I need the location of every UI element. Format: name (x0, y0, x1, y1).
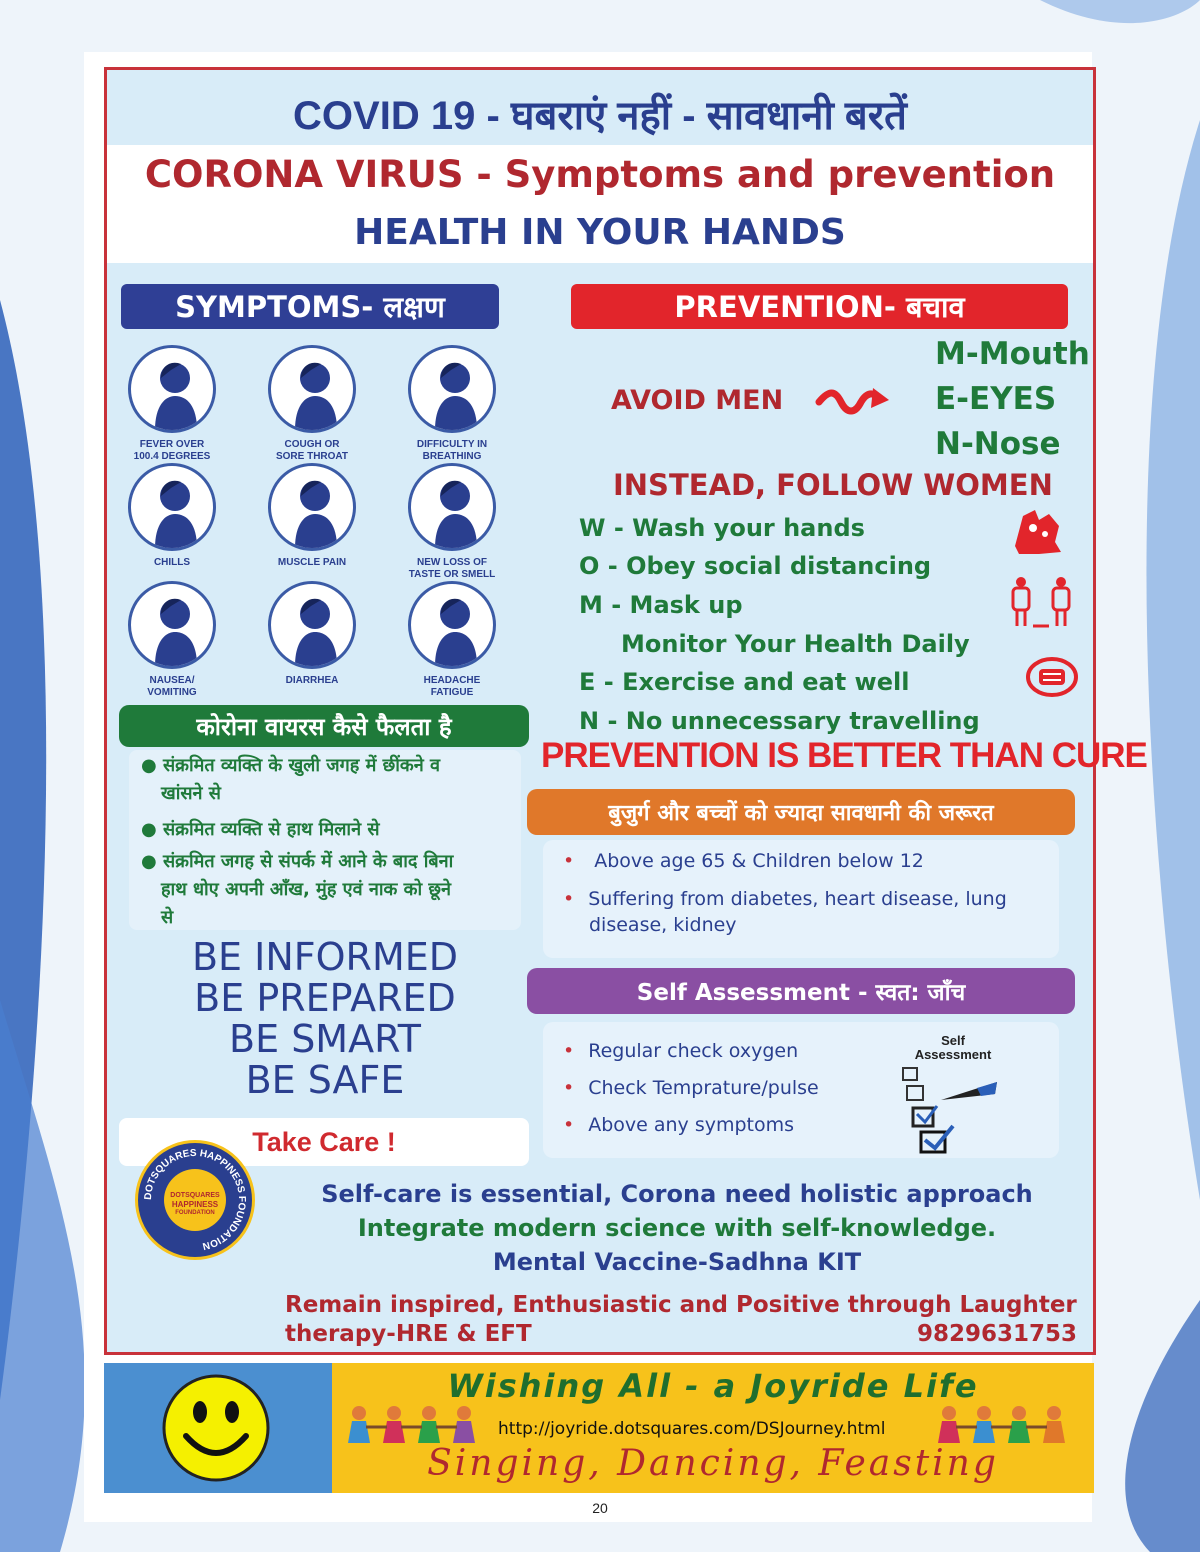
poster-tagline: HEALTH IN YOUR HANDS (354, 212, 846, 253)
elderly-header (527, 789, 1075, 835)
foundation-logo (135, 1140, 255, 1260)
banner-tagline: Singing, Dancing, Feasting (427, 1443, 999, 1484)
spread-item-1: ● संक्रमित व्यक्ति के खुली जगह में छींकने व (141, 755, 441, 776)
symptom-item (247, 463, 377, 569)
footer-line-4: Remain inspired, Enthusiastic and Positive through Laughter (285, 1292, 1077, 1318)
self-label-2: Assessment (914, 1047, 992, 1062)
bullet-icon: • (563, 1114, 575, 1136)
footer-line-3: Mental Vaccine-Sadhna KIT (492, 1248, 862, 1276)
page-number: 20 (592, 1500, 608, 1516)
men-eyes: E-EYES (935, 381, 1057, 417)
symptom-label: MUSCLE PAIN (277, 557, 347, 568)
self-item-3 (563, 1114, 794, 1136)
elderly-item-1-text: Above age 65 & Children below 12 (594, 850, 924, 872)
fever-icon (128, 345, 216, 433)
symptom-item (107, 345, 237, 463)
taste-loss-icon (408, 463, 496, 551)
women-wash: W - Wash your hands (579, 514, 865, 542)
logo-center-3: FOUNDATION (175, 1210, 215, 1216)
symptoms-header-text: SYMPTOMS- लक्षण (175, 290, 445, 324)
symptom-label: NEW LOSS OF (417, 557, 487, 568)
symptom-item (247, 581, 377, 687)
follow-women-label: INSTEAD, FOLLOW WOMEN (613, 468, 1053, 502)
handwash-icon (1009, 506, 1065, 558)
spread-item-3-cont (161, 876, 451, 904)
muscle-pain-icon (268, 463, 356, 551)
spread-item-1-line-2: खांसने से (161, 783, 221, 804)
be-smart: BE SMART (229, 1017, 421, 1061)
self-item-1 (563, 1040, 798, 1062)
symptom-label: NAUSEA/ (149, 675, 195, 686)
breathing-icon (408, 345, 496, 433)
logo-ring-text: DOTSQUARES HAPPINESS FOUNDATION (142, 1147, 248, 1252)
be-informed: BE INFORMED (191, 935, 459, 979)
footer-line-5: therapy-HRE & EFT (285, 1321, 532, 1347)
bullet-icon: • (563, 850, 575, 872)
symptom-item (107, 463, 237, 569)
banner-url[interactable]: http://joyride.dotsquares.com/DSJourney.html (498, 1419, 886, 1439)
women-obey: O - Obey social distancing (579, 552, 932, 580)
avoid-men-label: AVOID MEN (611, 385, 784, 416)
chills-icon (128, 463, 216, 551)
self-item-3-text: Above any symptoms (588, 1114, 795, 1136)
footer-line-1: Self-care is essential, Corona need holistic approach (321, 1180, 1033, 1208)
women-mask: M - Mask up (579, 591, 743, 619)
self-item-1-text: Regular check oxygen (588, 1040, 799, 1062)
cough-icon (268, 345, 356, 433)
prevention-slogan: PREVENTION IS BETTER THAN CURE (541, 736, 1147, 775)
spread-item-3-line-2: हाथ धोए अपनी आँख, मुंह एवं नाक को छूने (161, 879, 451, 900)
logo-center-1: DOTSQUARES (170, 1192, 220, 1199)
prevention-header (571, 284, 1068, 329)
women-travel: N - No unnecessary travelling (579, 707, 980, 735)
symptom-label-2: FATIGUE (430, 687, 474, 698)
symptom-label-2: 100.4 DEGREES (133, 451, 211, 462)
symptom-label: DIARRHEA (285, 675, 339, 686)
be-prepared: BE PREPARED (194, 976, 456, 1020)
symptom-item (107, 581, 237, 699)
joyride-banner (104, 1363, 1094, 1493)
social-distance-icon (1007, 576, 1077, 630)
symptom-item (387, 581, 517, 699)
self-assessment-header-text: Self Assessment - स्वत: जाँच (636, 980, 966, 1006)
smiley-icon (160, 1372, 272, 1484)
spread-item-3-line-3: से (161, 907, 174, 928)
poster-title: COVID 19 - घबराएं नहीं - सावधानी बरतें (293, 94, 907, 138)
banner-smiley-panel (104, 1363, 332, 1493)
spread-item-3-cont2 (161, 904, 173, 932)
symptom-item (247, 345, 377, 463)
spread-item-1-cont (161, 780, 221, 808)
bullet-icon: • (563, 888, 575, 910)
logo-center-2: HAPPINESS (171, 1200, 219, 1209)
banner-title: Wishing All - a Joyride Life (447, 1367, 979, 1405)
prevention-header-text: PREVENTION- बचाव (674, 290, 965, 324)
poster (104, 67, 1147, 1355)
elderly-item-1 (563, 850, 924, 872)
footer-line-2: Integrate modern science with self-knowledge. (357, 1214, 997, 1242)
symptom-label: CHILLS (153, 557, 191, 568)
elderly-header-text: बुजुर्ग और बच्चों को ज्यादा सावधानी की जरूरत (608, 801, 994, 826)
spread-item-1-line-1: संक्रमित व्यक्ति के खुली जगह में छींकने व (162, 755, 441, 776)
nausea-icon (128, 581, 216, 669)
poster-subtitle: CORONA VIRUS - Symptoms and prevention (144, 153, 1056, 196)
spread-item-2: ● संक्रमित व्यक्ति से हाथ मिलाने से (141, 819, 380, 840)
symptom-item (387, 345, 517, 463)
symptom-label-2: SORE THROAT (275, 451, 349, 462)
self-item-2 (563, 1077, 819, 1099)
elderly-item-2-text-2: disease, kidney (589, 914, 737, 936)
self-assessment-header (527, 968, 1075, 1014)
self-assessment-icon-label (903, 1034, 1003, 1062)
spread-item-2-line-1: संक्रमित व्यक्ति से हाथ मिलाने से (162, 819, 380, 840)
men-nose: N-Nose (935, 426, 1061, 462)
symptom-label-2: BREATHING (422, 451, 482, 462)
elderly-item-2-cont (589, 914, 737, 936)
symptom-label-2: VOMITING (147, 687, 197, 698)
bullet-icon: • (563, 1040, 575, 1062)
men-mouth: M-Mouth (935, 336, 1090, 372)
symptom-label: DIFFICULTY IN (416, 439, 488, 450)
elderly-item-2-text: Suffering from diabetes, heart disease, lung (588, 888, 1007, 910)
spread-item-3-line-1: संक्रमित जगह से संपर्क में आने के बाद बिना (162, 851, 454, 872)
women-monitor: Monitor Your Health Daily (621, 630, 970, 658)
footer-phone: 9829631753 (917, 1321, 1078, 1347)
spread-item-3: ● संक्रमित जगह से संपर्क में आने के बाद बिना (141, 851, 454, 872)
symptoms-header (121, 284, 499, 329)
symptom-label: HEADACHE (423, 675, 481, 686)
symptom-item (387, 463, 517, 581)
bullet-icon: • (563, 1077, 575, 1099)
symptom-label: COUGH OR (284, 439, 340, 450)
checklist-icon (897, 1064, 1007, 1154)
squiggle-arrow-icon (815, 386, 891, 416)
headache-icon (408, 581, 496, 669)
symptom-label: FEVER OVER (139, 439, 205, 450)
take-care-text: Take Care ! (252, 1127, 396, 1157)
self-label-1: Self (941, 1033, 965, 1048)
symptom-label-2: TASTE OR SMELL (408, 569, 496, 580)
elderly-item-2 (563, 888, 1007, 910)
spread-header-text: कोरोना वायरस कैसे फैलता है (196, 712, 452, 741)
diarrhea-icon (268, 581, 356, 669)
women-exercise: E - Exercise and eat well (579, 668, 910, 696)
be-safe: BE SAFE (245, 1058, 405, 1102)
spread-header (119, 705, 529, 747)
logo-inner (164, 1169, 226, 1231)
face-mask-icon (1023, 654, 1081, 700)
self-item-2-text: Check Temprature/pulse (588, 1077, 819, 1099)
